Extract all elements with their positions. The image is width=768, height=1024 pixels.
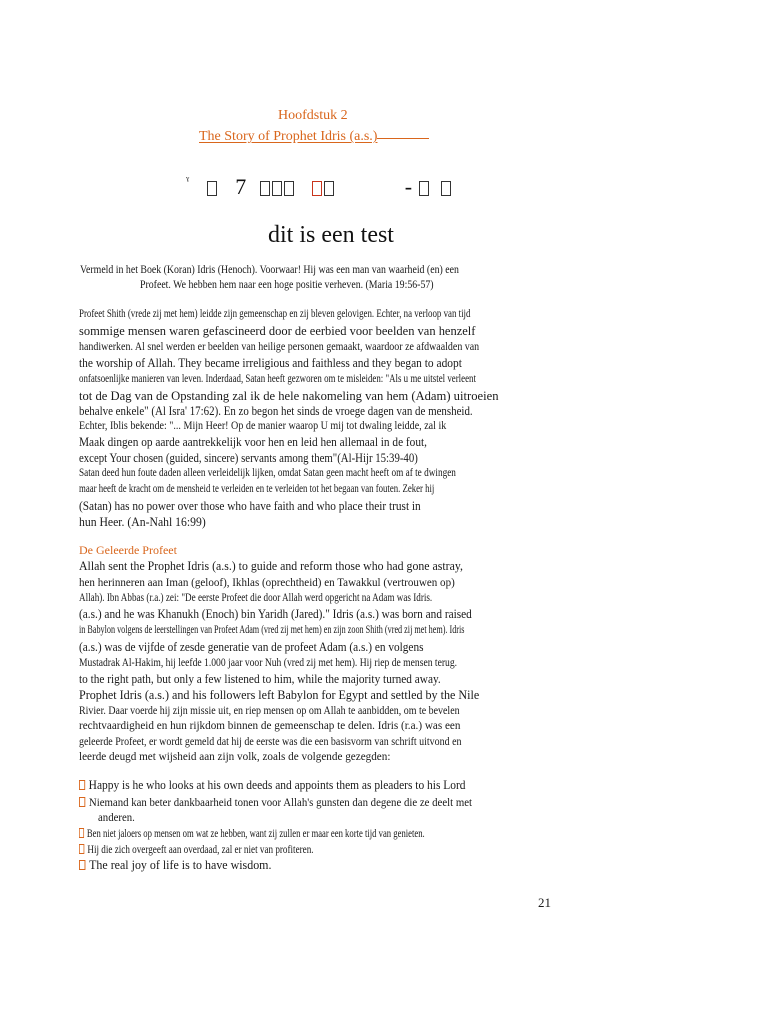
- saying-item: [79, 795, 472, 810]
- saying-text: Ben niet jaloers op mensen om wat ze hebben, want zij zullen er maar een korte tijd van genieten.: [86, 826, 425, 840]
- section-line: geleerde Profeet, er wordt gemeld dat hij de eerste was die een basisvorm van schrift uitvond en: [79, 734, 462, 748]
- bullet-icon: [79, 844, 84, 854]
- saying-text: Niemand kan beter dankbaarheid tonen voor Allah's gunsten dan degene die ze deelt met: [88, 795, 473, 809]
- body-line: the worship of Allah. They became irreligious and faithless and they began to adopt: [79, 355, 462, 370]
- missing-glyph-icon: [419, 181, 429, 196]
- section-heading: De Geleerde Profeet: [79, 543, 177, 557]
- section-line: Allah sent the Prophet Idris (a.s.) to guide and reform those who had gone astray,: [79, 558, 463, 573]
- glyph-seven: 7: [235, 174, 247, 199]
- section-line: in Babylon volgens de leerstellingen van Profeet Adam (vred zij met hem) en zijn zoon Shith (vred zij met hem). Idris: [79, 622, 465, 636]
- saying-text: Happy is he who looks at his own deeds and appoints them as pleaders to his Lord: [88, 777, 466, 792]
- saying-text: The real joy of life is to have wisdom.: [89, 857, 272, 872]
- body-line: handiwerken. Al snel werden er beelden van heilige personen gemaakt, waardoor ze afdwaalden van: [79, 339, 480, 353]
- chapter-label: Hoofdstuk 2: [278, 108, 348, 123]
- saying-text: Hij die zich overgeeft aan overdaad, zal er niet van profiteren.: [87, 842, 314, 856]
- section-line: Mustadrak Al-Hakim, hij leefde 1.000 jaar voor Nuh (vred zij met hem). Hij riep de mensen terug.: [79, 655, 458, 669]
- saying-item: [79, 826, 425, 841]
- missing-glyph-icon: [272, 181, 282, 196]
- section-line: (a.s.) and he was Khanukh (Enoch) bin Yaridh (Jared)." Idris (a.s.) was born and raised: [79, 606, 472, 621]
- intro-line: Vermeld in het Boek (Koran) Idris (Henoch). Voorwaar! Hij was een man van waarheid (en) een: [80, 262, 459, 276]
- missing-glyph-icon: [260, 181, 270, 196]
- saying-continuation: anderen.: [98, 810, 135, 824]
- saying-item: [79, 857, 271, 873]
- section-line: to the right path, but only a few listened to him, while the majority turned away.: [79, 671, 441, 686]
- section-line: Allah). Ibn Abbas (r.a.) zei: "De eerste Profeet die door Allah werd opgericht na Adam was Idris.: [79, 590, 433, 604]
- body-line: tot de Dag van de Opstanding zal ik de hele nakomeling van hem (Adam) uitroeien: [79, 388, 499, 403]
- body-line: Satan deed hun foute daden alleen verleidelijk lijken, omdat Satan geen macht heeft om af te dwingen: [79, 465, 456, 479]
- small-mark: ˠ: [186, 174, 190, 186]
- section-line: rechtvaardigheid en hun rijkdom binnen de gemeenschap te delen. Idris (r.a.) was een: [79, 718, 461, 732]
- body-line: onfatsoenlijke manieren van leven. Inderdaad, Satan heeft gezworen om te misleiden: "Als u me uitstel verleent: [79, 371, 476, 385]
- body-line: Profeet Shith (vrede zij met hem) leidde zijn gemeenschap en zij bleven gelovigen. Echter, na verloop van tijd: [79, 306, 471, 320]
- body-line: Maak dingen op aarde aantrekkelijk voor hen en leid hen allemaal in de fout,: [79, 434, 427, 449]
- glyph-dash: -: [404, 174, 413, 199]
- bullet-icon: [79, 828, 84, 838]
- bullet-icon: [79, 860, 85, 870]
- missing-glyph-icon: [312, 181, 322, 196]
- body-line: hun Heer. (An-Nahl 16:99): [79, 514, 206, 529]
- section-line: Prophet Idris (a.s.) and his followers left Babylon for Egypt and settled by the Nile: [79, 687, 480, 702]
- bullet-icon: [79, 797, 85, 807]
- bullet-icon: [79, 780, 85, 790]
- story-title: The Story of Prophet Idris (a.s.): [199, 129, 429, 145]
- missing-glyph-icon: [284, 181, 294, 196]
- missing-glyph-icon: [324, 181, 334, 196]
- body-line: sommige mensen waren gefascineerd door de eerbied voor beelden van henzelf: [79, 323, 476, 338]
- body-line: maar heeft de kracht om de mensheid te verleiden en te verleiden tot het begaan van fouten. Zeker hij: [79, 481, 435, 495]
- body-line: behalve enkele" (Al Isra' 17:62). En zo begon het sinds de vroege dagen van de mensheid.: [79, 403, 473, 418]
- body-line: except Your chosen (guided, sincere) servants among them"(Al-Hijr 15:39-40): [79, 450, 418, 465]
- saying-item: [79, 777, 466, 793]
- page-number: 21: [538, 895, 551, 910]
- intro-line: Profeet. We hebben hem naar een hoge positie verheven. (Maria 19:56-57): [140, 277, 434, 291]
- body-line: (Satan) has no power over those who have faith and who place their trust in: [79, 498, 421, 513]
- section-line: leerde deugd met wijsheid aan zijn volk, zoals de volgende gezegden:: [79, 749, 391, 763]
- body-line: Echter, Iblis bekende: "... Mijn Heer! Op de manier waarop U mij tot dwaling leidde, zal ik: [79, 418, 447, 432]
- missing-glyph-icon: [207, 181, 217, 196]
- saying-item: [79, 842, 314, 857]
- section-line: Rivier. Daar voerde hij zijn missie uit, en riep mensen op om Allah te aanbidden, om te bevelen: [79, 703, 460, 717]
- glyph-row: [186, 174, 452, 200]
- missing-glyph-icon: [441, 181, 451, 196]
- test-heading: dit is een test: [268, 222, 394, 248]
- section-line: (a.s.) was de vijfde of zesde generatie van de profeet Adam (a.s.) en volgens: [79, 639, 424, 654]
- section-line: hen herinneren aan Iman (geloof), Ikhlas (oprechtheid) en Tawakkul (vertrouwen op): [79, 575, 455, 589]
